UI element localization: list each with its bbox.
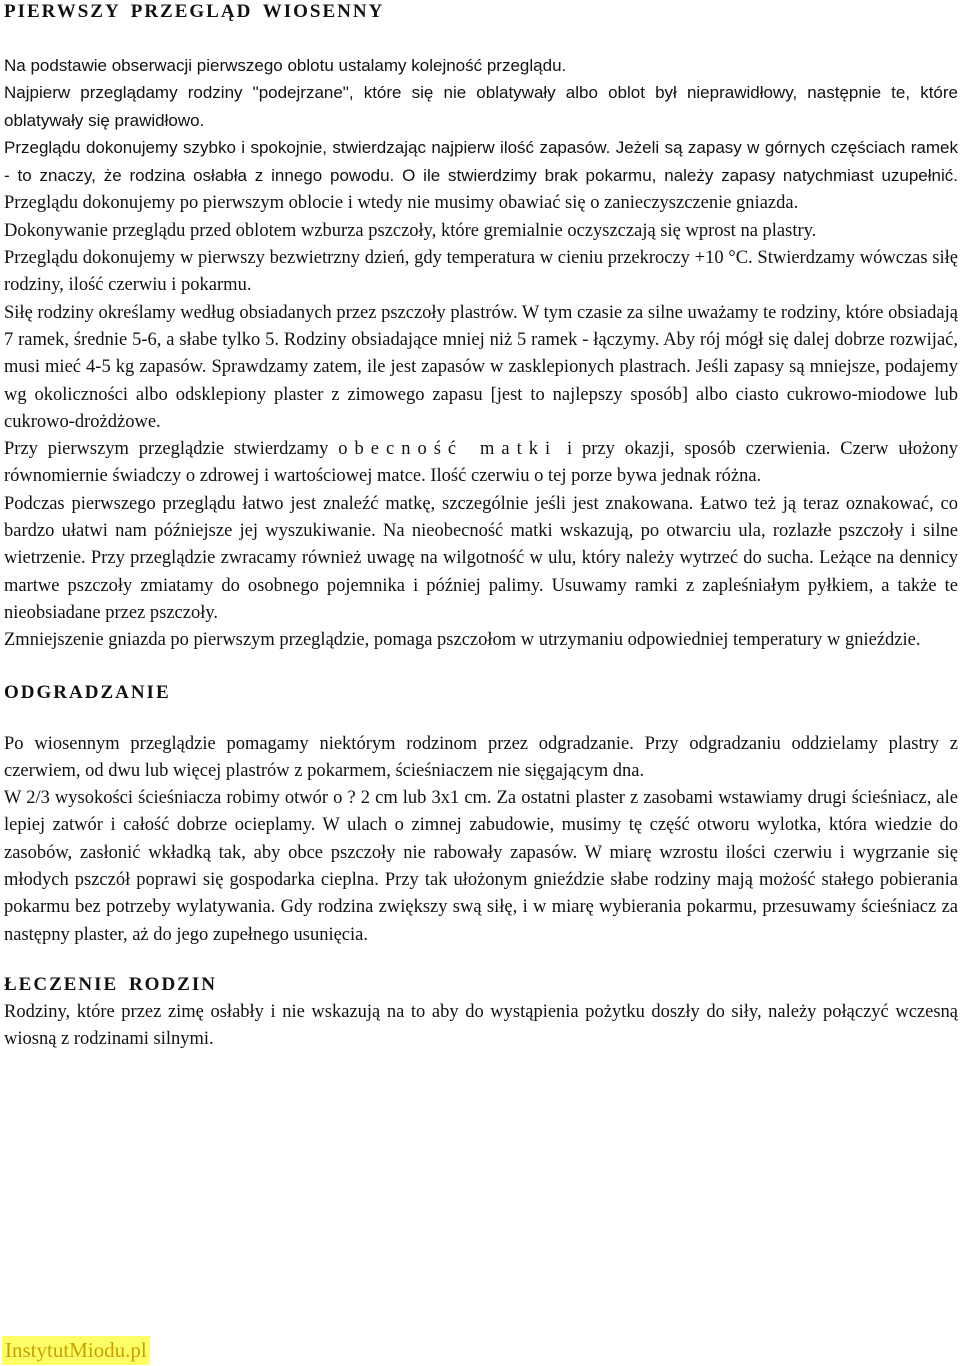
- paragraph-method-stores: Jeżeli są zapasy w górnych częściach ramek - to znaczy, że rodzina osłabła z innego powodu. O ile stwierdzimy brak pokarmu, należy zapasy natychmiast uzupełnić.: [4, 137, 958, 186]
- paragraph-finding-queen: Podczas pierwszego przeglądu łatwo jest znaleźć matkę, szczególnie jeśli jest znakowana. Łatwo też ją teraz oznakować, co bardzo ułatwi nam późniejsze jej wyszukiwanie. Na nieobecność matki wskazują, po otwarciu ula, rozlazłe pszczoły i silne wietrzenie. Przy przeglądzie zwracamy również uwagę na wilgotność w ulu, który należy wytrzeć do sucha. Leżące na dennicy martwe pszczoły zmiatamy do osobnego pojemnika i później palimy. Usuwamy ramki z zapleśniałym pyłkiem, a także te nieobsiadane przez pszczoły.: [4, 493, 958, 623]
- queen-presence-lead: Przy pierwszym przeglądzie stwierdzamy: [4, 439, 339, 460]
- paragraph-partitioning-intro: Po wiosennym przeglądzie pomagamy niektórym rodzinom przez odgradzanie. Przy odgradzaniu oddzielamy plastry z czerwiem, od dwu lub więcej plastrów z pokarmem, ścieśniaczem nie sięgającym dna.: [4, 733, 958, 781]
- section-body-partitioning: [4, 731, 958, 949]
- site-watermark: InstytutMiodu.pl: [2, 1336, 150, 1365]
- paragraph-method: [4, 134, 958, 218]
- section-body-uniting-colonies: [4, 999, 958, 1054]
- paragraph-intro: Na podstawie obserwacji pierwszego oblotu ustalamy kolejność przeglądu.: [4, 56, 567, 75]
- paragraph-queen-presence: [4, 436, 958, 491]
- paragraph-colony-strength: Siłę rodziny określamy według obsiadanych przez pszczoły plastrów. W tym czasie za silne uważamy te rodziny, które obsiadają 7 ramek, średnie 5-6, a słabe tylko 5. Rodziny obsiadające mniej niż 5 ramek - łączymy. Aby rój mógł się dalej dobrze rozwijać, musi mieć 4-5 kg zapasów. Sprawdzamy zatem, ile jest zapasów w zasklepionych plastrach. Jeśli zapasy są mniejsze, podajemy wg okoliczności albo odsklepiony plaster z zimowego zapasu [jest to najlepszy sposób] albo ciasto cukrowo-miodowe lub cukrowo-drożdżowe.: [4, 302, 958, 432]
- section-heading-partitioning: ODGRADZANIE: [4, 681, 171, 703]
- paragraph-partitioning-detail: W 2/3 wysokości ścieśniacza robimy otwór o ? 2 cm lub 3x1 cm. Za ostatni plaster z zasobami wstawiamy drugi ścieśniacz, ale lepiej zatwór i całość dobrze ocieplamy. W ulach o zimnej zabudowie, musimy tę część otworu wylotka, która wiedzie do zasobów, zasłonić wkładką tak, aby obce pszczoły nie rabowały zapasów. W miarę wzrostu ilości czerwiu i wygrzanie się młodych pszczół poprawi się gospodarka cieplna. Przy tak ułożonym gnieździe słabe rodziny mają możość stałego pobierania pokarmu bez potrzeby wylatywania. Gdy rodzina zwiększy swą siłę, i w miarę wybierania pokarmu, przesuwamy ścieśniacz za następny plaster, aż do jego zupełnego usunięcia.: [4, 788, 958, 945]
- section-heading-spring-inspection: PIERWSZY PRZEGLĄD WIOSENNY: [4, 1, 385, 22]
- paragraph-nest-reduction: Zmniejszenie gniazda po pierwszym przeglądzie, pomaga pszczołom w utrzymaniu odpowiedniej temperatury w gnieździe.: [4, 630, 921, 651]
- paragraph-temperature: Przeglądu dokonujemy w pierwszy bezwietrzny dzień, gdy temperatura w cieniu przekroczy +10 °C. Stwierdzamy wówczas siłę rodziny, ilość czerwiu i pokarmu.: [4, 248, 958, 296]
- paragraph-method-lead: Przeglądu dokonujemy szybko i spokojnie, stwierdzając najpierw ilość zapasów.: [4, 137, 611, 157]
- section-heading-uniting-colonies: ŁECZENIE RODZIN: [4, 973, 217, 995]
- paragraph-method-timing: Przeglądu dokonujemy po pierwszym oblocie i wtedy nie musimy obawiać się o zanieczyszczenie gniazda.: [4, 193, 799, 214]
- section-body-spring-inspection: [4, 52, 958, 655]
- paragraph-uniting: Rodziny, które przez zimę osłabły i nie wskazują na to aby do wystąpienia pożytku doszły do siły, należy połączyć wczesną wiosną z rodzinami silnymi.: [4, 1001, 958, 1050]
- paragraph-order: Najpierw przeglądamy rodziny "podejrzane", które się nie oblatywały albo oblot był nieprawidłowy, następnie te, które oblatywały się prawidłowo.: [4, 83, 958, 130]
- queen-presence-rest: i przy okazji, sposób czerwienia. Czerw ułożony równomiernie świadczy o zdrowej i wartościowej matce. Ilość czerwiu o tej porze bywa jednak różna.: [4, 439, 958, 487]
- paragraph-before-flight: Dokonywanie przeglądu przed oblotem wzburza pszczoły, które gremialnie oczyszczają się wprost na plastry.: [4, 220, 817, 241]
- queen-presence-emphasis: obecność matki: [338, 439, 558, 460]
- document-page: [4, 0, 958, 1054]
